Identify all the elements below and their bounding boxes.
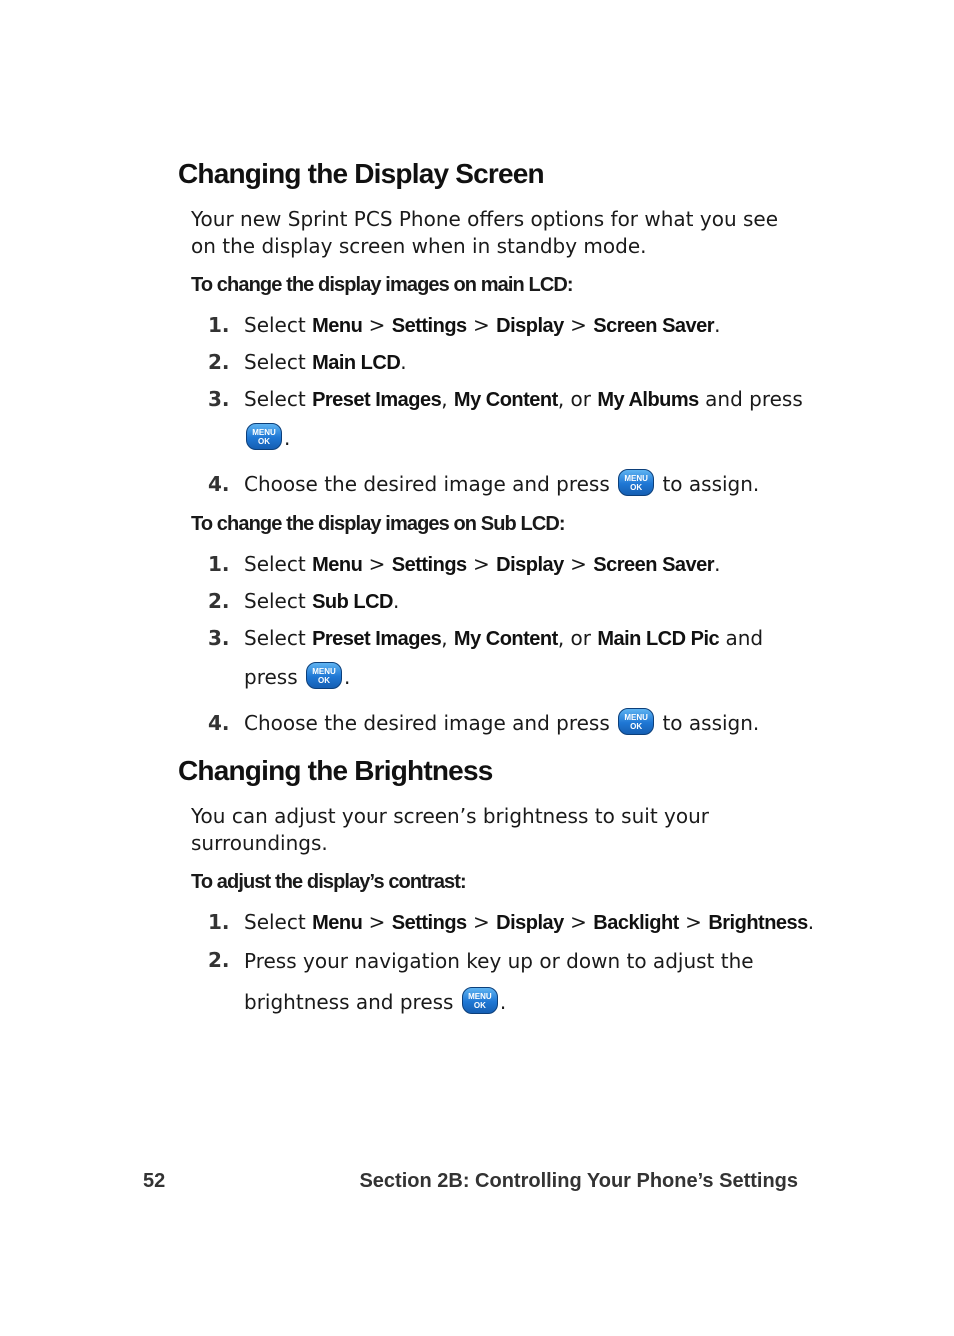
step-text: Select Preset Images, My Content, or Main LCD Pic and press MENU OK . [244,626,764,689]
step-text: Choose the desired image and press MENU OK to assign. [244,704,804,742]
step-text: Select Sub LCD. [244,589,400,613]
step-text: Select Main LCD. [244,350,407,374]
step-number: 3. [208,387,230,411]
footer-section-title: Section 2B: Controlling Your Phone’s Settings [359,1170,798,1192]
step-number: 4. [208,472,230,496]
step-number: 1. [208,910,230,934]
page-number: 52 [143,1170,166,1192]
step-text: Select Preset Images, My Content, or My Albums and press MENU OK . [244,387,803,450]
step-text: Choose the desired image and press MENU OK to assign. [244,465,804,503]
step-number: 2. [208,948,230,972]
step-text: Press your navigation key up or down to adjust the brightness and press MENU OK . [244,949,754,1014]
step-number: 4. [208,711,230,735]
step-text: Select Menu > Settings > Display > Backlight > Brightness. [244,910,815,934]
menu-ok-key-icon: MENU OK [306,662,342,689]
intro-paragraph-display: Your new Sprint PCS Phone offers options for what you see on the display screen when in standby mode. [191,207,779,258]
step-text: Select Menu > Settings > Display > Screen Saver. [244,313,721,337]
step-number: 2. [208,589,230,613]
subheading-main-lcd: To change the display images on main LCD: [191,274,573,296]
step-number: 1. [208,552,230,576]
step-number: 1. [208,313,230,337]
step-number: 3. [208,626,230,650]
menu-ok-key-icon: MENU OK [246,423,282,450]
intro-paragraph-brightness: You can adjust your screen’s brightness to suit your surroundings. [191,804,709,855]
subheading-sub-lcd: To change the display images on Sub LCD: [191,513,565,535]
subheading-contrast: To adjust the display’s contrast: [191,871,466,893]
section-heading-display-screen: Changing the Display Screen [178,158,544,189]
step-text: Select Menu > Settings > Display > Screen Saver. [244,552,721,576]
menu-ok-key-icon: MENU OK [618,708,654,735]
menu-ok-key-icon: MENU OK [618,469,654,496]
menu-ok-key-icon: MENU OK [462,987,498,1014]
step-number: 2. [208,350,230,374]
section-heading-brightness: Changing the Brightness [178,755,493,786]
